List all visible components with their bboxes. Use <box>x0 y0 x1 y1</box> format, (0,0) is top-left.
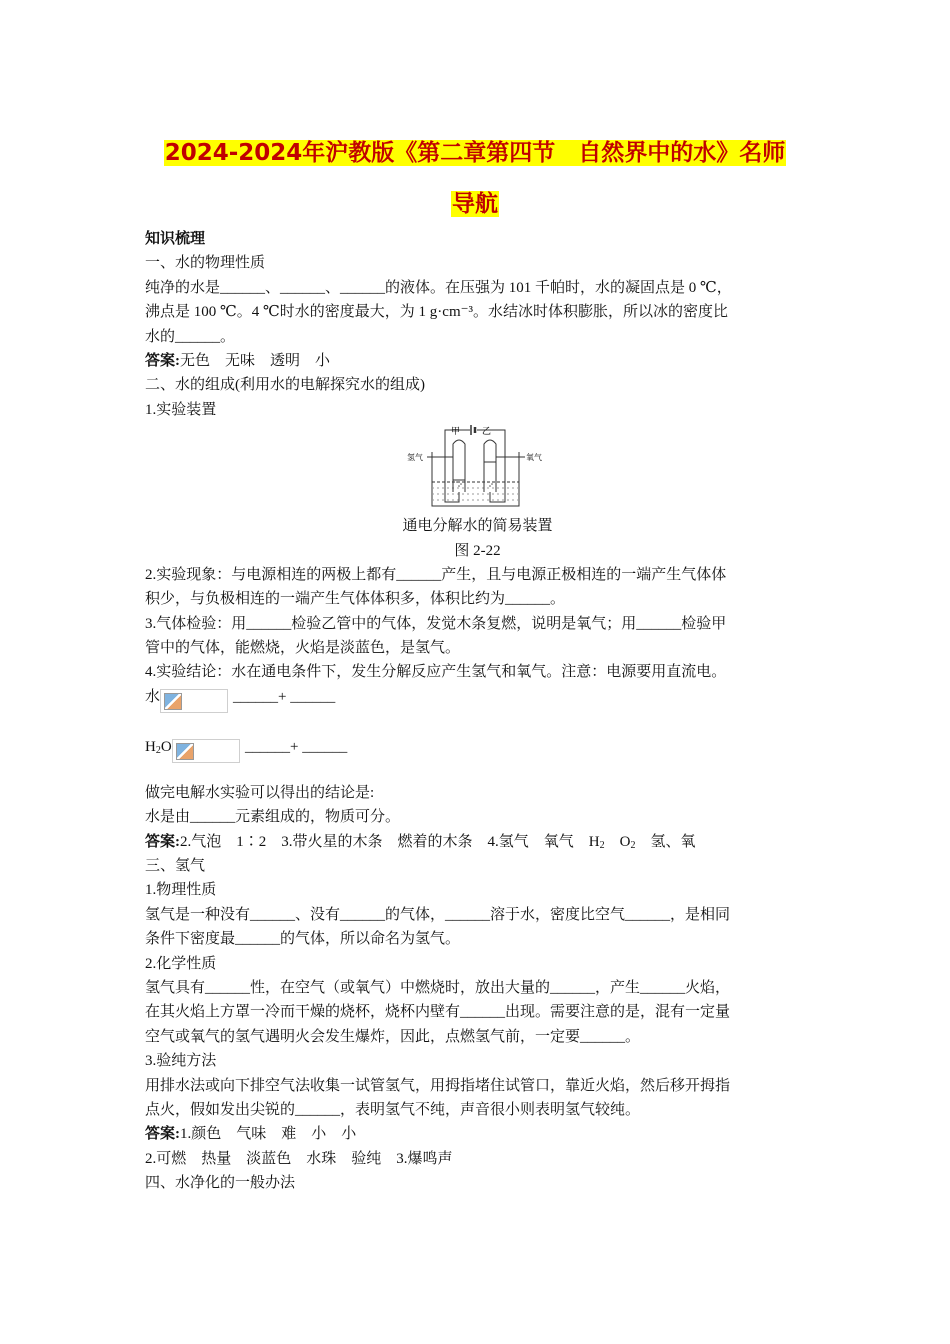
equation-label: $H_2O$ <box>145 738 172 756</box>
answer-line: 答案:1.颜色 气味 难 小 小 <box>145 1126 357 1143</box>
paragraph-line: 积少，与负极相连的一端产生气体体积多，体积比约为______。 <box>145 591 566 608</box>
electrolysis-figure <box>145 422 810 514</box>
tube-label-yi: 乙 <box>482 427 492 438</box>
section-heading: 一、水的物理性质 <box>145 255 266 272</box>
paragraph-line: 纯净的水是______、______、______的液体。在压强为 101 千帕时，水的凝固点是 0 ℃， <box>145 279 732 296</box>
paragraph-line: 3.气体检验：用______检验乙管中的气体，发觉木条复燃，说明是氧气；用______检验甲 <box>145 615 727 632</box>
section-heading: 四、水净化的一般办法 <box>145 1175 296 1192</box>
paragraph-line: 沸点是 100 ℃。4 ℃时水的密度最大，为 1 g·cm⁻³。水结冰时体积膨胀，所以冰的密度比 <box>145 304 729 321</box>
paragraph-line: 氢气具有______性，在空气（或氧气）中燃烧时，放出大量的______，产生______火焰， <box>145 979 731 996</box>
equation-water <box>145 685 810 735</box>
paragraph-line: 水的______。 <box>145 328 236 345</box>
answer-label: 答案: <box>145 833 180 850</box>
paragraph-line: 管中的气体，能燃烧，火焰是淡蓝色，是氢气。 <box>145 640 461 657</box>
paragraph-line: 用排水法或向下排空气法收集一试管氢气，用拇指堵住试管口，靠近火焰，然后移开拇指 <box>145 1077 731 1094</box>
tube-label-jia: 甲 <box>451 427 461 438</box>
broken-image-icon <box>176 743 194 760</box>
list-item: 2.化学性质 <box>145 955 217 972</box>
paragraph-line: 做完电解水实验可以得出的结论是: <box>145 784 375 801</box>
equation-label: 水 <box>145 688 161 705</box>
list-item: 1.实验装置 <box>145 401 217 418</box>
paragraph-line: 4.实验结论：水在通电条件下，发生分解反应产生氢气和氧气。注意：电源要用直流电。 <box>145 664 727 681</box>
answer-label: 答案: <box>145 1126 180 1143</box>
list-item: 3.验纯方法 <box>145 1053 217 1070</box>
list-item: 1.物理性质 <box>145 882 217 899</box>
paragraph-line: 点火，假如发出尖锐的______，表明氢气不纯，声音很小则表明氢气较纯。 <box>145 1101 641 1118</box>
answer-line <box>145 349 810 373</box>
paragraph-line: 在其火焰上方罩一冷而干燥的烧杯，烧杯内壁有______出现。需要注意的是，混有一定量 <box>145 1004 731 1021</box>
section-heading: 二、水的组成(利用水的电解探究水的组成) <box>145 377 425 394</box>
document-body <box>145 227 810 1196</box>
answer-line: 答案:2.气泡 1∶2 3.带火星的木条 燃着的木条 4.氢气 氧气 $H_2$ $O_2$ 氢、氧 <box>145 833 696 851</box>
paragraph-line: 氢气是一种没有______、没有______的气体，______溶于水，密度比空气______，是相同 <box>145 906 731 923</box>
section-heading: 三、氢气 <box>145 858 206 875</box>
equation-blanks: ______+ ______ <box>233 688 336 705</box>
broken-image-icon <box>164 693 182 710</box>
paragraph-line: 2.实验现象：与电源相连的两极上都有______产生，且与电源正极相连的一端产生气体体 <box>145 566 727 583</box>
equation-blanks: ______+ ______ <box>245 738 348 755</box>
answer-label: 答案: <box>145 352 180 369</box>
paragraph-line: 条件下密度最______的气体，所以命名为氢气。 <box>145 931 461 948</box>
paragraph-line: 空气或氧气的氢气遇明火会发生爆炸，因此，点燃氢气前，一定要______。 <box>145 1028 641 1045</box>
document-title-line-2: 导航 <box>452 191 498 217</box>
paragraph-line: 水是由______元素组成的，物质可分。 <box>145 809 401 826</box>
figure-caption: 通电分解水的简易装置 <box>402 518 553 535</box>
gas-label-left: 氢气 <box>407 453 423 463</box>
image-placeholder <box>172 739 240 763</box>
section-heading-knowledge: 知识梳理 <box>145 231 206 247</box>
gas-label-right: 氧气 <box>526 453 542 463</box>
document-title-line-1: 2024-2024年沪教版《第二章第四节 自然界中的水》名师 <box>164 140 786 166</box>
electrolysis-apparatus-diagram <box>407 422 547 512</box>
figure-number: 图 2-22 <box>454 542 501 559</box>
answer-text: 无色 无味 透明 小 <box>180 352 331 369</box>
equation-h2o <box>145 735 810 781</box>
image-placeholder <box>160 689 228 713</box>
answer-line: 2.可燃 热量 淡蓝色 水珠 验纯 3.爆鸣声 <box>145 1150 453 1167</box>
